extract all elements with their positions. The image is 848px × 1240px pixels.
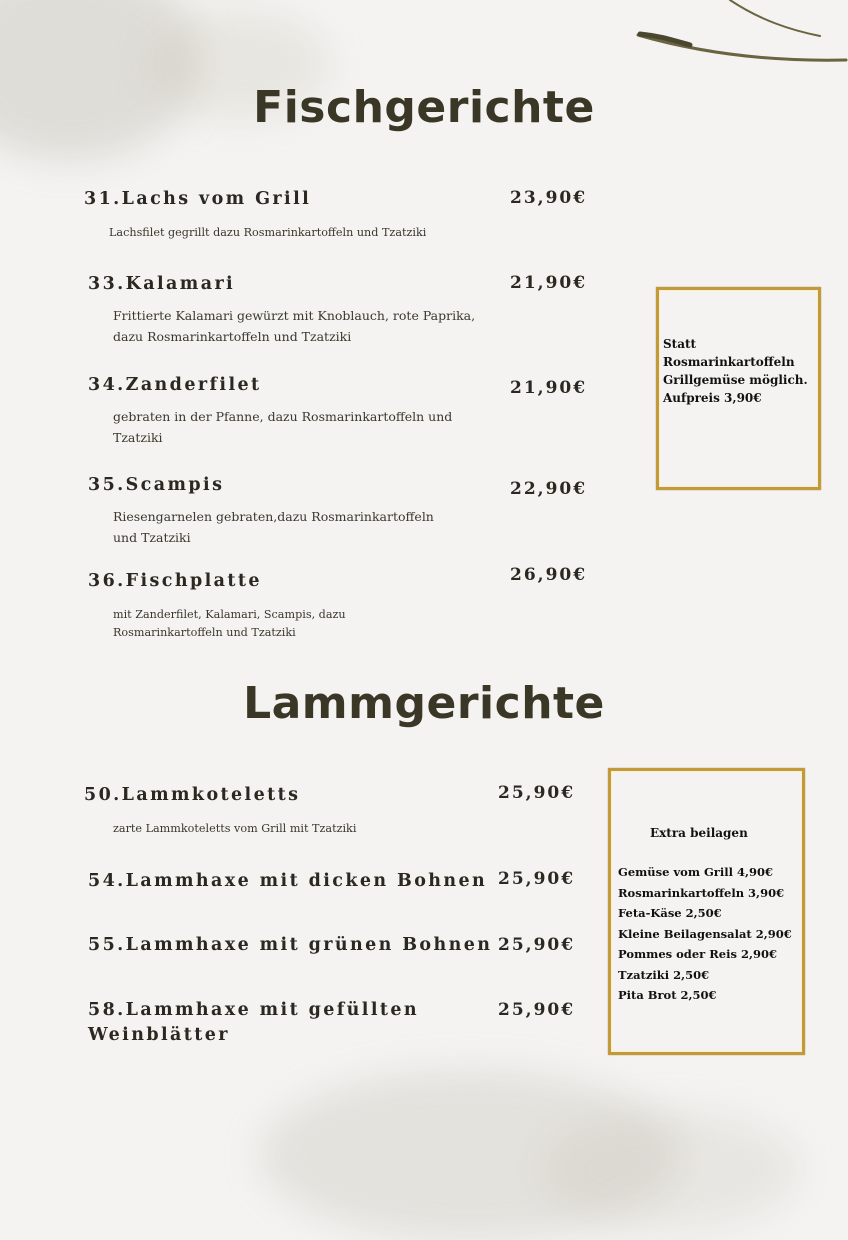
menu-item-name: 31.Lachs vom Grill [84,189,312,209]
menu-item-price: 25,90€ [498,1000,576,1020]
extras-list [618,862,792,1006]
extras-item: Rosmarinkartoffeln 3,90€ [618,885,785,900]
side-dish-note: Statt Rosmarinkartoffeln Grillgemüse möglich. Aufpreis 3,90€ [663,337,808,405]
menu-item-price: 25,90€ [498,783,576,803]
watercolor-splash [540,1110,800,1230]
menu-item-name: 50.Lammkoteletts [84,785,301,805]
menu-item-name: 55.Lammhaxe mit grünen Bohnen [88,935,493,955]
menu-item-description: mit Zanderfilet, Kalamari, Scampis, dazu Rosmarinkartoffeln und Tzatziki [113,608,346,639]
extras-item: Pommes oder Reis 2,90€ [618,947,777,961]
extras-item: Kleine Beilagensalat 2,90€ [618,926,792,941]
extras-item: Gemüse vom Grill 4,90€ [618,865,773,879]
menu-item-price: 26,90€ [510,565,588,585]
extras-item: Pita Brot 2,50€ [618,988,717,1002]
menu-item-price: 21,90€ [510,378,588,398]
menu-item-price: 21,90€ [510,273,588,293]
menu-item-name: 54.Lammhaxe mit dicken Bohnen [88,871,488,891]
menu-item-name: 58.Lammhaxe mit gefüllten Weinblätter [88,1000,420,1045]
menu-item-description: Riesengarnelen gebraten,dazu Rosmarinkartoffeln und Tzatziki [113,509,434,545]
menu-item-price: 25,90€ [498,935,576,955]
menu-item-description: zarte Lammkoteletts vom Grill mit Tzatziki [113,822,357,835]
brush-stroke-decoration [620,0,848,80]
menu-item-name: 34.Zanderfilet [88,375,262,395]
section-heading-fisch: Fischgerichte [253,82,595,133]
menu-item-price: 23,90€ [510,188,588,208]
menu-item-name: 36.Fischplatte [88,571,262,591]
menu-item-description: Lachsfilet gegrillt dazu Rosmarinkartoffeln und Tzatziki [109,226,427,239]
extras-item: Tzatziki 2,50€ [618,967,710,982]
extras-item: Feta-Käse 2,50€ [618,906,722,920]
menu-item-price: 22,90€ [510,479,588,499]
menu-item-description: Frittierte Kalamari gewürzt mit Knoblauch, rote Paprika, dazu Rosmarinkartoffeln und Tzatziki [113,308,476,344]
menu-item-name: 33.Kalamari [88,274,236,294]
menu-item-description: gebraten in der Pfanne, dazu Rosmarinkartoffeln und Tzatziki [113,409,453,445]
section-heading-lamm: Lammgerichte [243,678,605,729]
menu-item-name: 35.Scampis [88,475,225,495]
extras-title: Extra beilagen [650,826,748,840]
menu-item-price: 25,90€ [498,869,576,889]
